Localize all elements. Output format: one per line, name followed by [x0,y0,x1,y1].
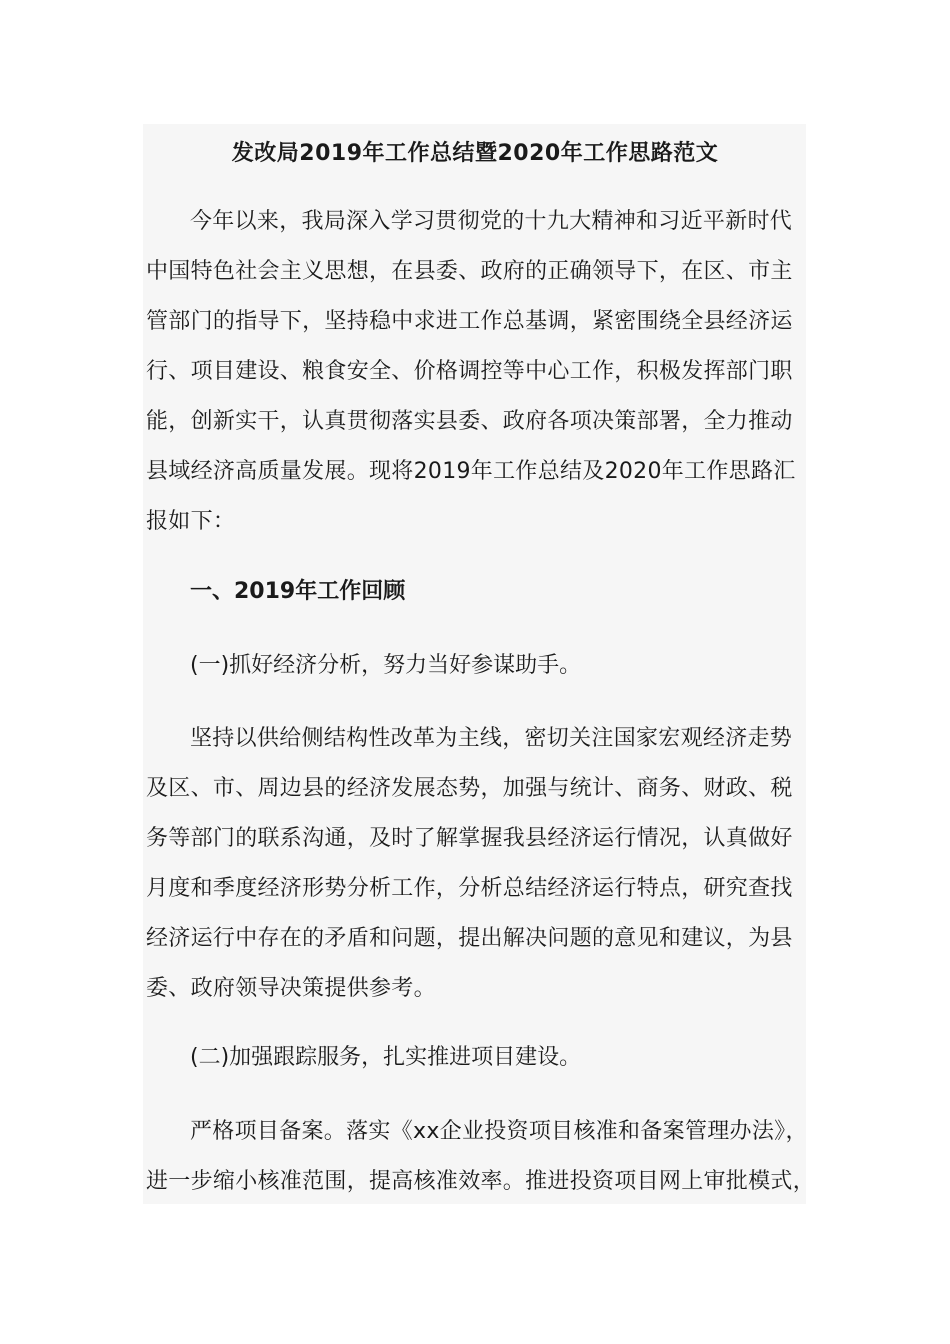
text-line: 委、政府领导决策提供参考。 [146,976,436,1001]
text-line: 经济运行中存在的矛盾和问题，提出解决问题的意见和建议，为县 [146,926,793,951]
text-line: 县域经济高质量发展。现将2019年工作总结及2020年工作思路汇 [146,459,796,484]
text-line: 严格项目备案。落实《xx企业投资项目核准和备案管理办法》， [190,1119,808,1144]
text-line: 行、项目建设、粮食安全、价格调控等中心工作，积极发挥部门职 [146,359,793,384]
text-line: 务等部门的联系沟通，及时了解掌握我县经济运行情况，认真做好 [146,826,793,851]
text-line: 进一步缩小核准范围，提高核准效率。推进投资项目网上审批模式， [146,1169,816,1194]
text-line: 坚持以供给侧结构性改革为主线，密切关注国家宏观经济走势 [190,726,793,751]
text-line: 及区、市、周边县的经济发展态势，加强与统计、商务、财政、税 [146,776,793,801]
text-line: 管部门的指导下，坚持稳中求进工作总基调，紧密围绕全县经济运 [146,309,793,334]
document-title: 发改局2019年工作总结暨2020年工作思路范文 [231,141,719,166]
intro-paragraph [146,197,806,547]
text-line: 月度和季度经济形势分析工作，分析总结经济运行特点，研究查找 [146,876,793,901]
text-line: 中国特色社会主义思想，在县委、政府的正确领导下，在区、市主 [146,259,793,284]
text-line: 今年以来，我局深入学习贯彻党的十九大精神和习近平新时代 [190,209,793,234]
section-heading: 一、2019年工作回顾 [190,579,406,604]
subsection-paragraph [146,1107,816,1207]
subsection-heading: (二)加强跟踪服务，扎实推进项目建设。 [190,1045,582,1070]
text-line: 能，创新实干，认真贯彻落实县委、政府各项决策部署，全力推动 [146,409,793,434]
subsection-paragraph [146,714,806,1014]
text-line: 报如下： [146,509,236,534]
subsection-heading: (一)抓好经济分析，努力当好参谋助手。 [190,653,582,678]
